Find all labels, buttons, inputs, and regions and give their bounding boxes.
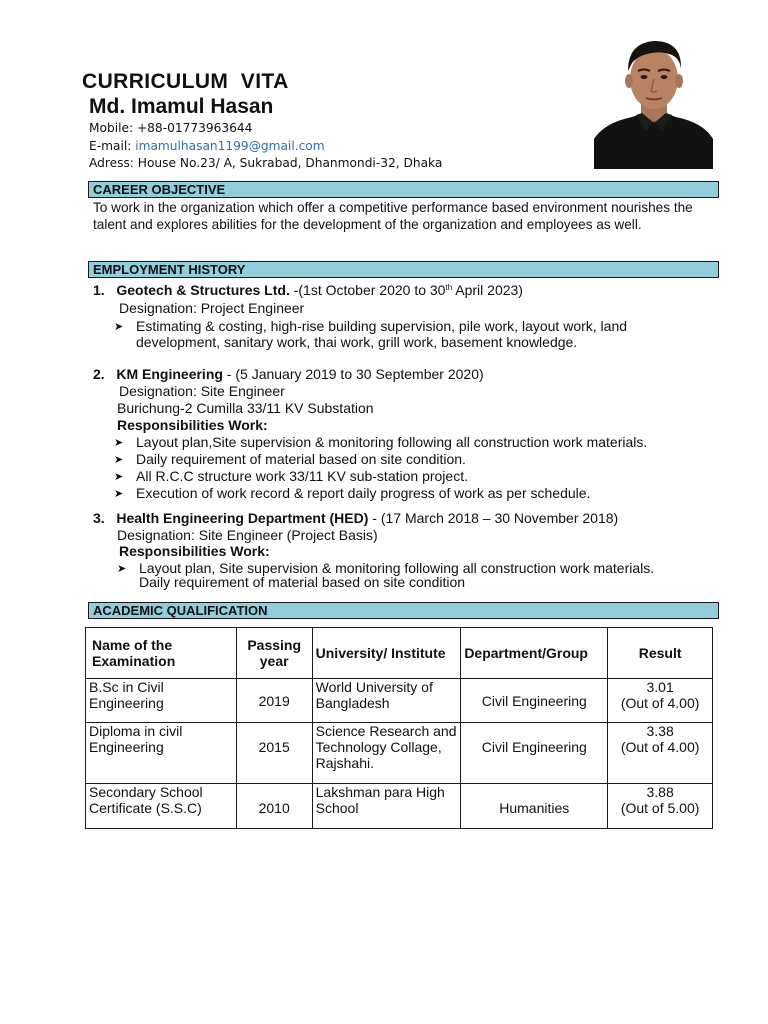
job-period: - (17 March 2018 – 30 November 2018) <box>368 510 619 526</box>
column-header: Passing year <box>236 628 312 679</box>
job-2-bullet: Execution of work record & report daily progress of work as per schedule. <box>136 485 591 501</box>
exam-name: Diploma in civil Engineering <box>86 723 237 784</box>
job-2-bullet: Daily requirement of material based on site condition. <box>136 451 466 467</box>
column-header: Result <box>608 628 713 679</box>
table-header-row <box>86 628 713 679</box>
job-period: - (5 January 2019 to 30 September 2020) <box>222 366 484 382</box>
job-2-designation: Designation: Site Engineer <box>119 383 285 399</box>
job-1-heading <box>93 282 523 298</box>
portrait-illustration <box>594 31 713 169</box>
arrow-bullet-icon: ➤ <box>114 321 124 333</box>
job-number: 1. <box>93 282 105 298</box>
job-1-designation: Designation: Project Engineer <box>119 300 305 316</box>
career-objective-text: To work in the organization which offer a competitive performance based environment nourishes the talent and explores abilities for the development of the organization and employees as well. <box>93 200 693 232</box>
job-company: Geotech & Structures Ltd. <box>116 282 290 298</box>
job-company: Health Engineering Department (HED) <box>116 510 369 526</box>
career-objective-heading: CAREER OBJECTIVE <box>88 181 719 198</box>
table-row <box>86 784 713 829</box>
job-2-site: Burichung-2 Cumilla 33/11 KV Substation <box>117 400 374 416</box>
column-header: Name of the Examination <box>86 628 237 679</box>
email-line <box>89 139 325 153</box>
result <box>608 723 713 784</box>
result-scale: (Out of 4.00) <box>620 695 700 711</box>
mobile-line <box>89 121 252 135</box>
job-3-heading <box>93 510 618 526</box>
column-header: University/ Institute <box>312 628 461 679</box>
address-line <box>89 156 442 170</box>
job-3-designation: Designation: Site Engineer (Project Basis) <box>117 527 378 543</box>
arrow-bullet-icon: ➤ <box>114 454 124 466</box>
department: Civil Engineering <box>461 723 608 784</box>
job-1-bullet: Estimating & costing, high-rise building supervision, pile work, layout work, land <box>136 318 628 334</box>
job-period: -(1st October 2020 to 30th April 2023) <box>289 282 523 298</box>
candidate-name: Md. Imamul Hasan <box>89 95 274 118</box>
result-gpa: 3.38 <box>646 723 674 739</box>
arrow-bullet-icon: ➤ <box>114 488 124 500</box>
department: Humanities <box>461 784 608 829</box>
academic-qualification-heading: ACADEMIC QUALIFICATION <box>88 602 719 619</box>
job-3-bullet: Daily requirement of material based on site condition <box>139 574 466 590</box>
institute: Science Research and Technology Collage, Rajshahi. <box>312 723 461 784</box>
email-label: E-mail: <box>89 139 132 153</box>
result <box>608 679 713 723</box>
passing-year: 2015 <box>236 723 312 784</box>
job-number: 2. <box>93 366 105 382</box>
address-text: House No.23/ A, Sukrabad, Dhanmondi-32, Dhaka <box>137 156 443 170</box>
job-3-bullet: Layout plan, Site supervision & monitoring following all construction work materials. <box>139 560 655 576</box>
job-2-bullet: Layout plan,Site supervision & monitoring following all construction work materials. <box>136 434 648 450</box>
table-row <box>86 723 713 784</box>
result-gpa: 3.88 <box>646 784 674 800</box>
job-1-bullet: development, sanitary work, thai work, grill work, basement knowledge. <box>136 334 578 350</box>
institute: Lakshman para High School <box>312 784 461 829</box>
department: Civil Engineering <box>461 679 608 723</box>
cv-title: CURRICULUM VITA <box>82 70 289 93</box>
table-row <box>86 679 713 723</box>
employment-history-heading: EMPLOYMENT HISTORY <box>88 261 719 278</box>
result <box>608 784 713 829</box>
job-3-responsibilities-label: Responsibilities Work: <box>119 543 270 559</box>
mobile-number: +88-01773963644 <box>136 121 253 135</box>
email-link[interactable]: imamulhasan1199@gmail.com <box>135 139 325 153</box>
address-label: Adress: <box>89 156 134 170</box>
result-gpa: 3.01 <box>646 679 674 695</box>
job-2-heading <box>93 366 484 382</box>
exam-name: B.Sc in Civil Engineering <box>86 679 237 723</box>
arrow-bullet-icon: ➤ <box>117 563 127 575</box>
profile-photo <box>594 31 713 169</box>
mobile-label: Mobile: <box>89 121 134 135</box>
result-scale: (Out of 5.00) <box>620 800 700 816</box>
job-number: 3. <box>93 510 105 526</box>
passing-year: 2019 <box>236 679 312 723</box>
job-2-responsibilities-label: Responsibilities Work: <box>117 417 268 433</box>
column-header: Department/Group <box>461 628 608 679</box>
academic-table <box>85 627 713 829</box>
arrow-bullet-icon: ➤ <box>114 471 124 483</box>
institute: World University of Bangladesh <box>312 679 461 723</box>
passing-year: 2010 <box>236 784 312 829</box>
arrow-bullet-icon: ➤ <box>114 437 124 449</box>
exam-name: Secondary School Certificate (S.S.C) <box>86 784 237 829</box>
job-company: KM Engineering <box>116 366 223 382</box>
job-2-bullet: All R.C.C structure work 33/11 KV sub-station project. <box>136 468 468 484</box>
result-scale: (Out of 4.00) <box>620 739 700 755</box>
